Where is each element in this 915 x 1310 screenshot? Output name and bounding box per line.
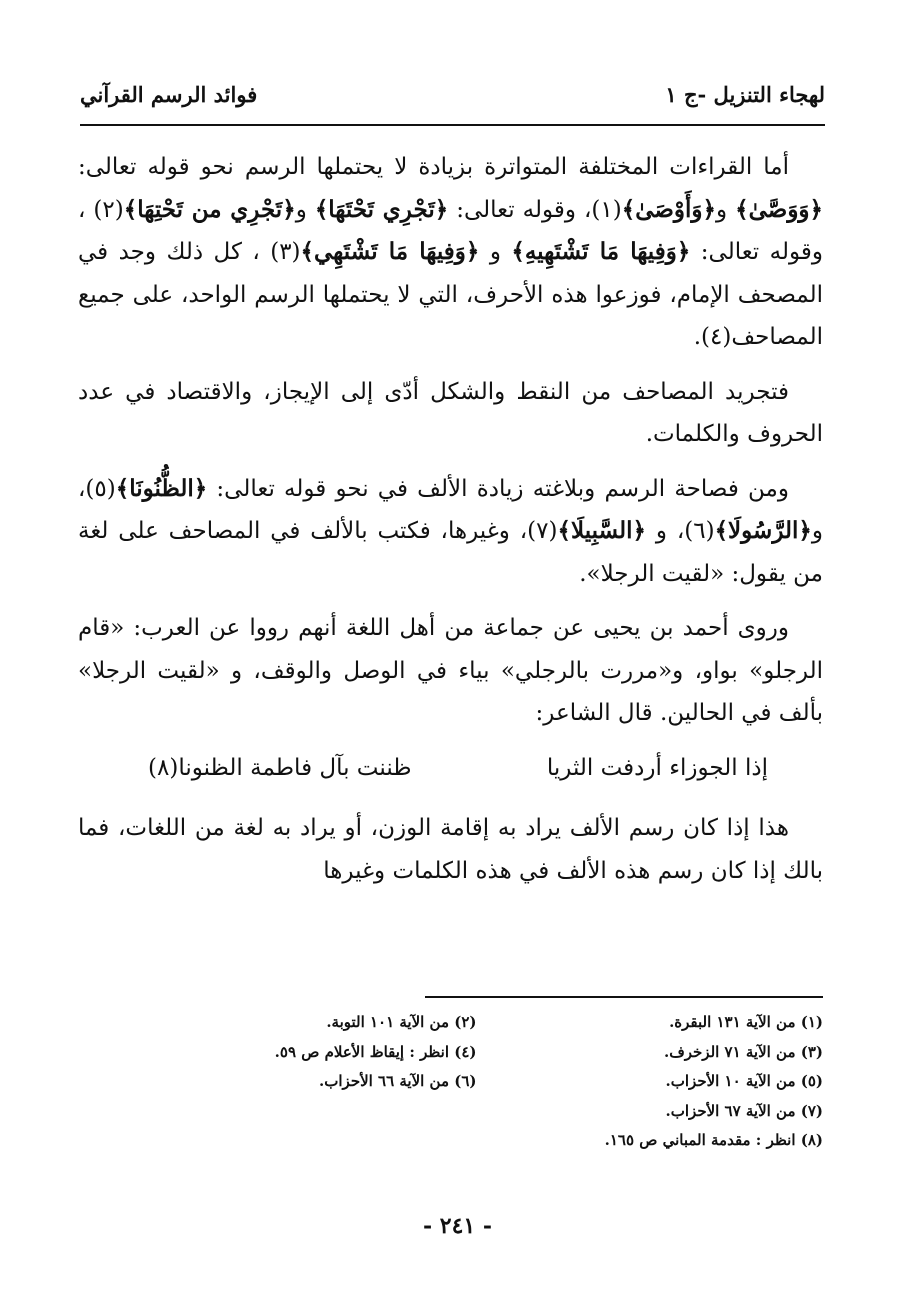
- footnote-3: (٣) من الآية ٧١ الزخرف.: [663, 1042, 823, 1061]
- header-chapter-title: فوائد الرسم القرآني: [80, 82, 258, 107]
- footnote-5: (٥) من الآية ١٠ الأحزاب.: [665, 1072, 823, 1090]
- footnote-empty: [130, 1126, 477, 1156]
- header-book-title: لهجاء التنزيل -ج ١: [665, 82, 825, 107]
- footnote-row: [130, 1038, 823, 1068]
- text-run: و: [295, 196, 315, 223]
- text-run: و: [716, 196, 736, 223]
- paragraph-3: [78, 468, 823, 596]
- poem-first-hemistich: إذا الجوزاء أردفت الثريا: [546, 754, 768, 781]
- poem-verse: [78, 747, 823, 790]
- text-run: (٧)، وغيرها، فكتب بالألف في المصاحف على لغة من يقول: «لقيت الرجلا».: [78, 518, 823, 587]
- footnote-empty: [130, 1097, 477, 1127]
- text-run: أما القراءات المختلفة المتواترة بزيادة لا يحتملها الرسم نحو قوله تعالى:: [78, 154, 789, 180]
- quran-quote: ﴿السَّبِيلَا﴾: [557, 517, 646, 544]
- footnotes: [130, 1008, 823, 1156]
- quran-quote: ﴿الرَّسُولَا﴾: [714, 517, 812, 544]
- page-number: - ٢٤١ -: [422, 1213, 493, 1239]
- footnote-1: (١) من الآية ١٣١ البقرة.: [669, 1013, 823, 1031]
- text-run: ومن فصاحة الرسم وبلاغته زيادة الألف في نحو قوله تعالى:: [207, 475, 789, 502]
- quran-quote: ﴿وَفِيهَا مَا تَشْتَهِيهِ﴾: [511, 238, 691, 265]
- paragraph-1: [78, 146, 823, 359]
- text-run: (٥)، و: [78, 475, 823, 544]
- footnote-row: [130, 1067, 823, 1097]
- text-run: (٦)، و: [645, 518, 715, 544]
- quran-quote: ﴿وَأَوْصَىٰ﴾: [621, 195, 717, 223]
- quran-quote: ﴿الظُّنُونَا﴾: [115, 474, 208, 502]
- paragraph-5: هذا إذا كان رسم الألف يراد به إقامة الوزن، أو يراد به لغة من اللغات، فما بالك إذا كان رسم هذه الألف في هذه الكلمات وغيرها: [78, 815, 823, 884]
- header-divider: [80, 124, 825, 126]
- running-header: [80, 82, 825, 122]
- footnote-6: (٦) من الآية ٦٦ الأحزاب.: [319, 1072, 477, 1090]
- footnote-4: (٤) انظر : إيقاظ الأعلام ص ٥٩.: [274, 1042, 477, 1061]
- footnote-divider: [425, 996, 823, 998]
- poem-second-hemistich: ظننت بآل فاطمة الظنونا(٨): [148, 754, 412, 781]
- quran-quote: ﴿وَفِيهَا مَا تَشْتَهِي﴾: [300, 238, 480, 265]
- paragraph-2: فتجريد المصاحف من النقط والشكل أدّى إلى الإيجاز، والاقتصاد في عدد الحروف والكلمات.: [78, 378, 823, 447]
- quran-quote: ﴿وَوَصَّىٰ﴾: [735, 195, 824, 223]
- quran-quote: ﴿تَجْرِي من تَحْتِهَا﴾: [123, 195, 296, 223]
- text-run: (٣) ، كل ذلك وجد في المصحف الإمام، فوزعوا هذه الأحرف، التي لا يحتملها الرسم الواحد، على جميع المصاحف(٤).: [78, 239, 823, 350]
- footnote-7: (٧) من الآية ٦٧ الأحزاب.: [665, 1101, 823, 1120]
- footnote-8: (٨) انظر : مقدمة المباني ص ١٦٥.: [604, 1131, 823, 1149]
- text-run: (١)، وقوله تعالى:: [448, 196, 622, 223]
- main-text: [78, 146, 823, 904]
- footnote-row: [130, 1126, 823, 1156]
- text-run: و: [479, 239, 512, 265]
- paragraph-4: وروى أحمد بن يحيى عن جماعة من أهل اللغة أنهم رووا عن العرب: «قام الرجلو» بواو، و«مررت بالرجلي» بياء في الوصل والوقف، و «لقيت الرجلا» بألف في الحالين. قال الشاعر:: [78, 615, 823, 726]
- text-run: (٢) ، وقوله تعالى:: [78, 196, 823, 265]
- quran-quote: ﴿تَجْرِي تَحْتَهَا﴾: [314, 195, 449, 223]
- footnote-row: [130, 1008, 823, 1038]
- footnote-row: [130, 1097, 823, 1127]
- footnote-2: (٢) من الآية ١٠١ التوبة.: [326, 1013, 477, 1031]
